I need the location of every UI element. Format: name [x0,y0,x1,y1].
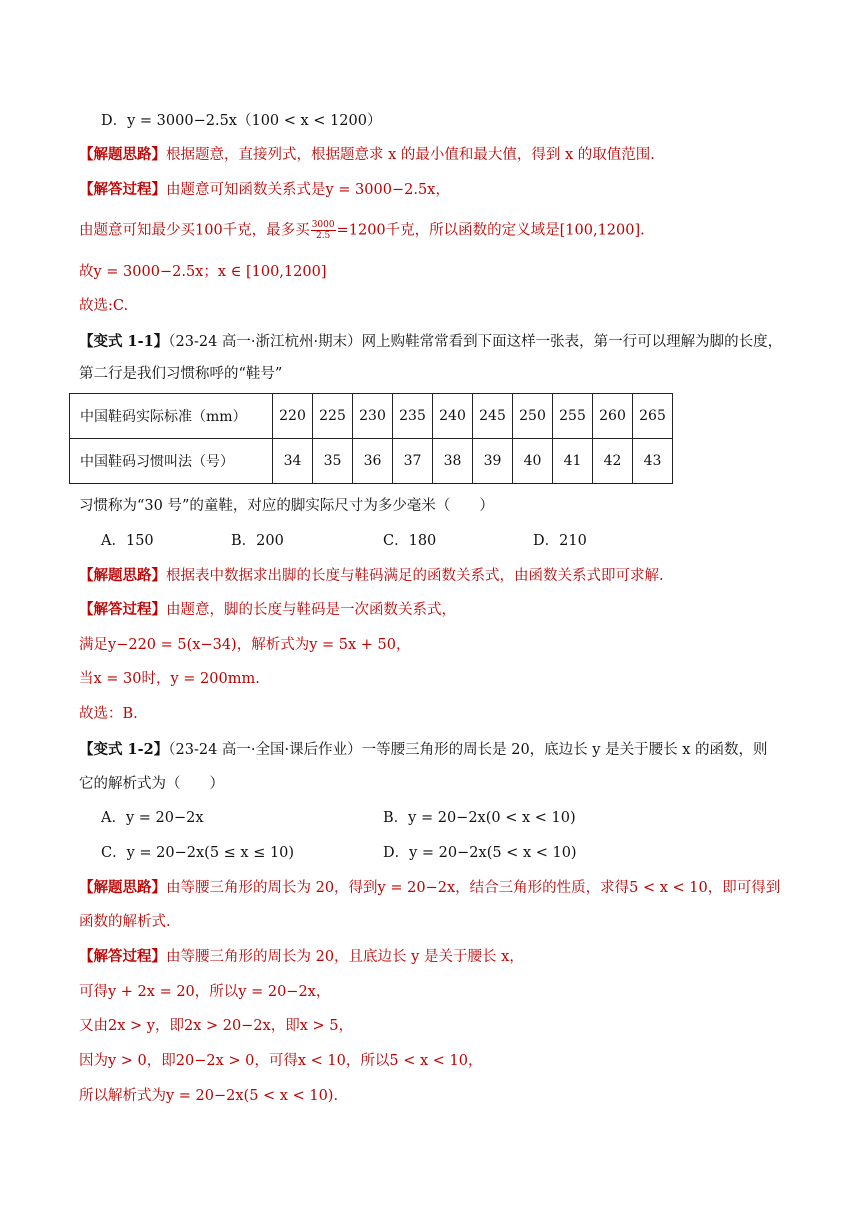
q3-line2: 可得y + 2x = 20，所以y = 20−2x， [79,984,331,1000]
q3-process-tag: 【解答过程】 [79,948,166,965]
q3-stem [79,740,768,760]
table-cell: 34 [273,439,313,484]
q2-process-text: 由题意，脚的长度与鞋码是一次函数关系式， [166,602,456,618]
table-cell: 250 [513,394,553,439]
q3-option-a: A．y = 20−2x [101,810,204,826]
table-cell: 225 [313,394,353,439]
q1-option-d: D．y = 3000−2.5x（100 < x < 1200） [101,113,382,129]
q3-idea [79,878,780,898]
q3-option-c: C．y = 20−2x(5 ≤ x ≤ 10) [101,845,295,861]
q2-stem [79,332,782,352]
q3-idea-text: 由等腰三角形的周长为 20，得到y = 20−2x，结合三角形的性质，求得5 < x < 10，即可得到 [166,880,781,896]
q3-tag: 【变式 1-2】 [79,741,169,758]
q1-fraction-num: 3000 [311,220,335,230]
q3-stem-line2: 它的解析式为（ ） [79,776,224,792]
q2-option-b: B．200 [231,533,284,549]
q1-idea-text: 根据题意，直接列式，根据题意求 x 的最小值和最大值，得到 x 的取值范围. [166,147,655,163]
shoe-size-table [69,393,673,484]
q2-process-tag: 【解答过程】 [79,601,166,618]
table-cell: 240 [433,394,473,439]
table-cell: 39 [473,439,513,484]
q1-line2-pre: 由题意可知最少买100千克，最多买 [79,222,310,239]
q2-idea-tag: 【解题思路】 [79,567,166,584]
q3-option-d: D．y = 20−2x(5 < x < 10) [383,845,577,861]
q3-stem-text: （23-24 高一·全国·课后作业）一等腰三角形的周长是 20，底边长 y 是关于腰长 x 的函数，则 [168,742,768,758]
q1-idea [79,145,655,165]
q3-idea-tag: 【解题思路】 [79,879,166,896]
table-cell: 43 [633,439,673,484]
q2-question: 习惯称为“30 号”的童鞋，对应的脚实际尺寸为多少毫米（ ） [79,498,494,514]
q1-line2-post: =1200千克，所以函数的定义域是[100,1200]. [336,222,645,239]
q2-tag: 【变式 1-1】 [79,333,169,350]
table-cell: 42 [593,439,633,484]
q2-process [79,600,456,620]
table-cell: 38 [433,439,473,484]
q1-fraction [311,220,336,241]
table-cell: 41 [553,439,593,484]
q1-line3: 故y = 3000−2.5x；x ∈ [100,1200] [79,264,327,280]
table-row [70,394,673,439]
q3-process [79,947,524,967]
q1-process-tag: 【解答过程】 [79,181,166,198]
table-cell: 40 [513,439,553,484]
q2-answer: 故选：B. [79,706,138,722]
q2-stem-text: （23-24 高一·浙江杭州·期末）网上购鞋常常看到下面这样一张表，第一行可以理解为脚的长度， [168,334,783,350]
q2-stem-line2: 第二行是我们习惯称呼的“鞋号” [79,366,283,382]
table-cell: 260 [593,394,633,439]
table-cell: 35 [313,439,353,484]
q3-process-text: 由等腰三角形的周长为 20，且底边长 y 是关于腰长 x， [166,949,524,965]
q1-answer: 故选:C. [79,298,129,314]
table-cell: 220 [273,394,313,439]
table-row-label: 中国鞋码实际标准（mm） [70,394,273,439]
q1-line2 [79,220,645,241]
q2-option-d: D．210 [533,533,587,549]
q2-option-c: C．180 [383,533,437,549]
q2-line3: 当x = 30时，y = 200mm. [79,671,260,687]
q1-idea-tag: 【解题思路】 [79,146,166,163]
q3-option-b: B．y = 20−2x(0 < x < 10) [383,810,576,826]
q1-process-text: 由题意可知函数关系式是y = 3000−2.5x， [166,182,450,198]
q2-idea-text: 根据表中数据求出脚的长度与鞋码满足的函数关系式，由函数关系式即可求解. [166,568,664,584]
q3-line3: 又由2x > y，即2x > 20−2x，即x > 5， [79,1018,354,1034]
table-cell: 230 [353,394,393,439]
q1-process [79,180,450,200]
table-cell: 245 [473,394,513,439]
table-cell: 235 [393,394,433,439]
q2-line2: 满足y−220 = 5(x−34)，解析式为y = 5x + 50， [79,637,411,653]
q3-line4: 因为y > 0，即20−2x > 0，可得x < 10，所以5 < x < 10， [79,1053,483,1069]
table-cell: 255 [553,394,593,439]
q2-option-a: A．150 [101,533,154,549]
q3-idea-line2: 函数的解析式. [79,914,171,930]
table-cell: 36 [353,439,393,484]
table-cell: 37 [393,439,433,484]
table-cell: 265 [633,394,673,439]
q3-line5: 所以解析式为y = 20−2x(5 < x < 10). [79,1088,339,1104]
q2-idea [79,566,664,586]
table-row [70,439,673,484]
table-row-label: 中国鞋码习惯叫法（号） [70,439,273,484]
q1-fraction-den: 2.5 [315,231,331,241]
